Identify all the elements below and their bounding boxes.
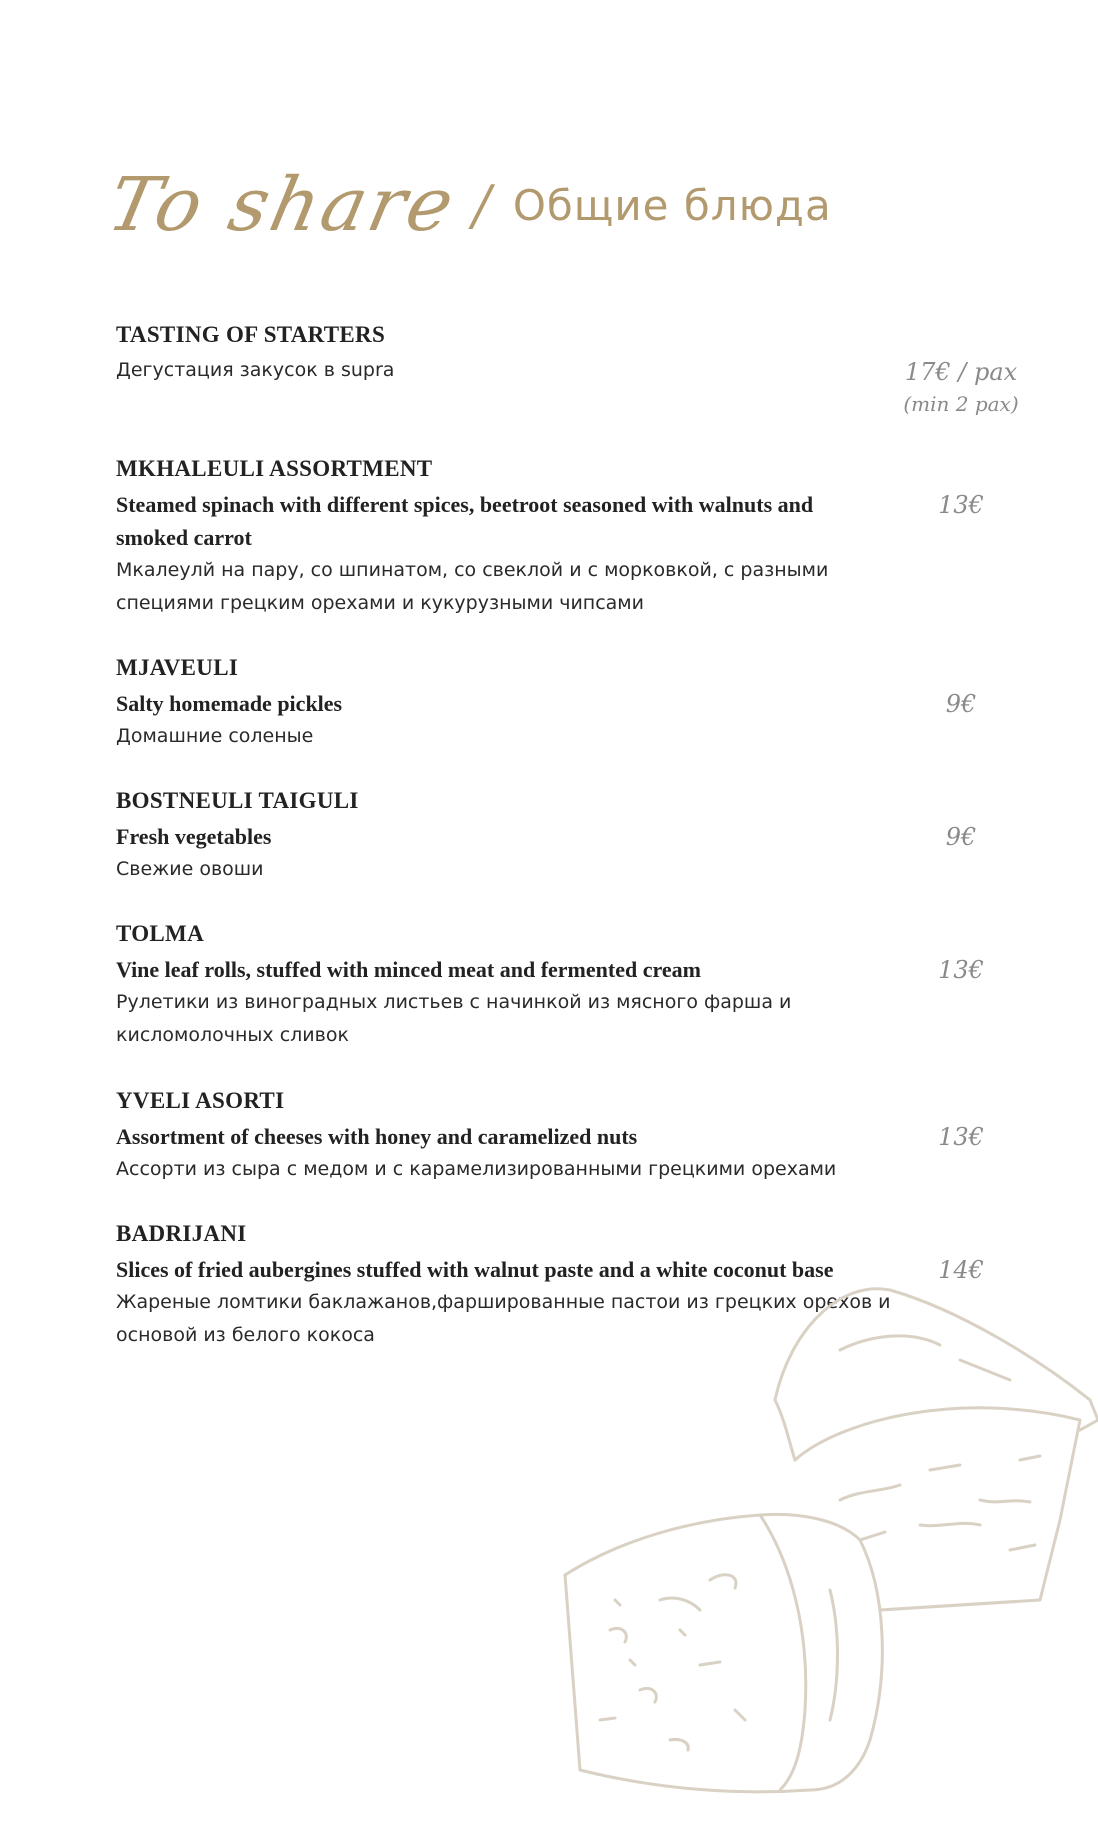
menu-item — [116, 456, 1046, 620]
item-description-ru: Ассорти из сыра с медом и с карамелизированными грецкими орехами — [116, 1158, 837, 1180]
price-value: 17€ / pax — [904, 358, 1018, 386]
item-name: MJAVEULI — [116, 655, 239, 680]
item-price: 13€ — [938, 1123, 984, 1151]
item-description-en: Fresh vegetables — [116, 824, 272, 849]
price-note: (min 2 pax) — [903, 392, 1019, 416]
title-script: To share — [100, 162, 464, 248]
item-name: MKHALEULI ASSORTMENT — [116, 456, 433, 481]
item-description-ru: Свежие овоши — [116, 858, 264, 880]
cheese-illustration-icon — [540, 1270, 1098, 1810]
item-name: BOSTNEULI TAIGULI — [116, 788, 359, 813]
item-description-ru: Дегустация закусок в supra — [116, 359, 395, 381]
item-name: YVELI ASORTI — [116, 1088, 285, 1113]
item-description-ru: Домашние соленые — [116, 725, 314, 747]
menu-item — [116, 655, 1046, 753]
item-price: 9€ — [945, 690, 977, 718]
item-price: 13€ — [938, 491, 984, 519]
title-separator: / — [472, 173, 491, 237]
item-description-ru: Мкалеулй на пару, со шпинатом, со свеклой и с морковкой, с разными специями грецким орехами и кукурузными чипсами — [116, 559, 829, 614]
item-description-ru: Жареные ломтики баклажанов,фаршированные пастои из грецких орехов и основой из белого кокоса — [116, 1291, 891, 1346]
item-name: TOLMA — [116, 921, 204, 946]
item-price: 14€ — [938, 1256, 984, 1284]
item-description-en: Slices of fried aubergines stuffed with walnut paste and a white coconut base — [116, 1257, 834, 1282]
item-description-en: Steamed spinach with different spices, beetroot seasoned with walnuts and smoked carrot — [116, 492, 814, 550]
item-price: 13€ — [938, 956, 984, 984]
item-description-ru: Рулетики из виноградных листьев с начинкой из мясного фарша и кисломолочных сливок — [116, 991, 792, 1046]
item-description-en: Salty homemade pickles — [116, 691, 343, 716]
title-russian: Общие блюда — [512, 180, 832, 230]
item-name: TASTING OF STARTERS — [116, 322, 386, 347]
item-name: BADRIJANI — [116, 1221, 247, 1246]
menu-item — [116, 921, 1046, 1052]
item-description-en: Vine leaf rolls, stuffed with minced meat and fermented cream — [116, 957, 701, 982]
item-description-en: Assortment of cheeses with honey and caramelized nuts — [116, 1124, 638, 1149]
item-price: 9€ — [945, 823, 977, 851]
page-title — [100, 150, 832, 260]
menu-item — [116, 322, 1046, 416]
menu-item — [116, 1088, 1046, 1186]
item-price — [876, 356, 1046, 420]
menu-item — [116, 788, 1046, 886]
